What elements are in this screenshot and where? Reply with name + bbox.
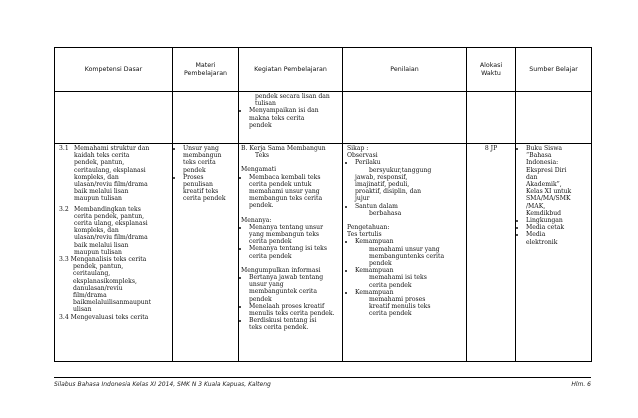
header-sumber: Sumber Belajar	[516, 48, 592, 92]
kd-item: 3.2 Membandingkan teks cerita pendek, pantun, cerita ulang, eksplanasi kompleks, dan ulasan/reviu film/drama baik melalui lisan maupun tulisan	[59, 205, 148, 256]
header-row	[55, 48, 592, 92]
continuation-row	[55, 92, 592, 144]
list-item: • Perilaku bersyukur,tanggung jawab, responsif, imajinatif, peduli, proaktif, disiplin, dan jujur	[355, 159, 464, 202]
list-item: • Santun dalam berbahasa	[355, 203, 464, 217]
list-item: • Buku Siswa “Bahasa Indonesia: Ekspresi Diri dan Akademik”, Kelas XI untuk SMA/MA/SMK /MAK, Kemdikbud	[526, 145, 589, 217]
cont-materi-cell	[173, 92, 239, 144]
materi-cell	[173, 144, 239, 362]
kd-item: 3.3 Menganalisis teks cerita pendek, pantun, ceritaulang, eksplanasikompleks, danulasan/reviu film/drama baikmelaluilisanmaupunt ulisan	[59, 256, 152, 314]
section-heading: Mengamati	[241, 166, 277, 174]
kegiatan-cell: B. Kerja Sama Membangun Teks Mengamati • Membaca kembali teks cerita pendek untuk memahami unsur yang membangun teks cerita pendek. Menanya: • Menanya tentang unsur yang membangun teks cerita pendek • Menanya tentang isi teks cerita pendek Mengumpulkan informasi • Bertanya jawab tentang unsur yang membanguntek cerita pendek • Menelaah proses kreatif menulis teks cerita pendek. • Berdiskusi tentang isi teks cerita pendek.	[239, 144, 343, 362]
list-item: • Menyampaikan isi dan makna teks cerita pendek	[249, 107, 340, 129]
sikap-list	[347, 159, 464, 217]
sumber-list	[518, 145, 589, 246]
list-item: • Lingkungan	[526, 217, 589, 224]
cont-penilaian-cell	[343, 92, 467, 144]
cont-bullet-list	[241, 107, 340, 129]
list-item: • Proses penulisan kreatif teks cerita pendek	[183, 174, 236, 203]
section-heading: Menanya:	[241, 216, 272, 224]
list-item: • Menanya tentang unsur yang membangun teks cerita pendek	[249, 224, 340, 246]
page-number: Hlm. 6	[571, 381, 591, 388]
list-item: • Bertanya jawab tentang unsur yang membanguntek cerita pendek	[249, 274, 340, 303]
list-item: • Membaca kembali teks cerita pendek untuk memahami unsur yang membangun teks cerita pendek.	[249, 174, 340, 210]
footer-title: Silabus Bahasa Indonesia Kelas XI 2014, SMK N 3 Kuala Kapuas, Kalteng	[54, 381, 271, 388]
kd-item: 3.4 Mengevaluasi teks cerita	[59, 313, 149, 321]
header-kegiatan: Kegiatan Pembelajaran	[239, 48, 343, 92]
section-heading: Mengumpulkan informasi	[241, 266, 321, 274]
header-alokasi: Alokasi Waktu	[467, 48, 516, 92]
cont-kompetensi-cell	[55, 92, 173, 144]
list-item: • Menelaah proses kreatif menulis teks cerita pendek.	[249, 303, 340, 317]
list-item: • Media elektronik	[526, 231, 589, 245]
list-item: • Unsur yang membangun teks cerita pendek	[183, 145, 236, 174]
header-penilaian: Penilaian	[343, 48, 467, 92]
page-footer	[54, 377, 591, 388]
list-item: • Menanya tentang isi teks cerita pendek	[249, 245, 340, 259]
list-item: • Media cetak	[526, 224, 589, 231]
list-item: • Kemampuan memahami proses kreatif menulis teks cerita pendek	[355, 289, 464, 318]
mengumpulkan-list	[241, 274, 340, 332]
header-materi: Materi Pembelajaran	[173, 48, 239, 92]
syllabus-table	[54, 47, 592, 362]
cont-kegiatan-cell: pendek secara lisan dan tulisan • Menyampaikan isi dan makna teks cerita pendek	[239, 92, 343, 144]
list-item: • Berdiskusi tentang isi teks cerita pendek.	[249, 317, 340, 331]
materi-list	[175, 145, 236, 203]
alokasi-cell: 8 JP	[467, 144, 516, 362]
cont-alokasi-cell	[467, 92, 516, 144]
kemampuan-list	[347, 238, 464, 317]
list-item: • Kemampuan memahami isi teks cerita pendek	[355, 267, 464, 289]
sumber-cell	[516, 144, 592, 362]
header-kompetensi-dasar: Kompetensi Dasar	[55, 48, 173, 92]
kd-item: 3.1 Memahami struktur dan kaidah teks cerita pendek, pantun, ceritaulang, eksplanasi kompleks, dan ulasan/reviu film/drama baik melalui lisan maupun tulisan	[59, 145, 150, 203]
penilaian-cell: Sikap : Observasi • Perilaku bersyukur,tanggung jawab, responsif, imajinatif, peduli, proaktif, disiplin, dan jujur • Santun dalam berbahasa Pengetahuan: Tes tertulis • Kemampuan memahami unsur yang membanguntenks cerita pendek • Kemampuan memahami isi teks cerita pendek • Kemampuan memahami proses kreatif menulis teks cerita pendek	[343, 144, 467, 362]
list-item: • Kemampuan memahami unsur yang membanguntenks cerita pendek	[355, 238, 464, 267]
kompetensi-dasar-cell	[55, 144, 173, 362]
mengamati-list	[241, 174, 340, 210]
cont-sumber-cell	[516, 92, 592, 144]
menanya-list	[241, 224, 340, 260]
content-row	[55, 144, 592, 362]
